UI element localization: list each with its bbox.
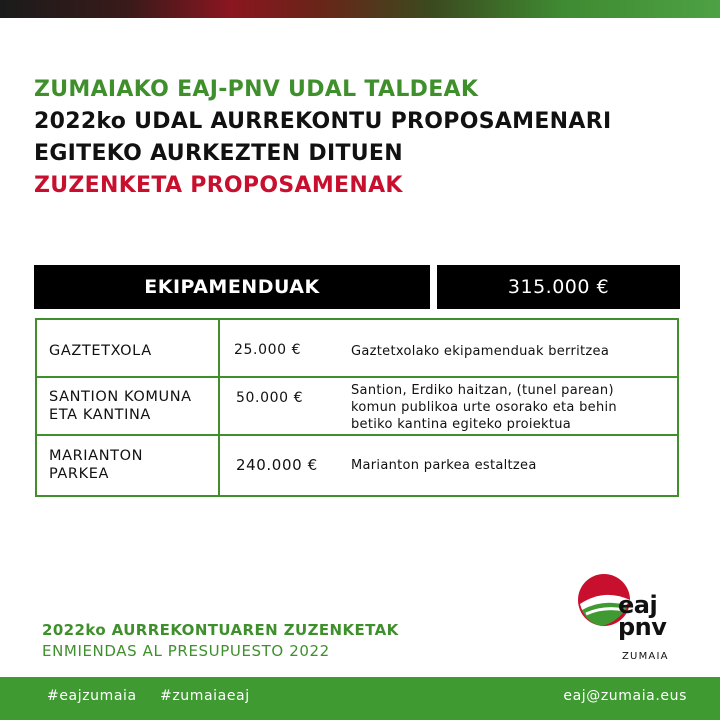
row-amount: 25.000 €	[234, 342, 302, 358]
row-description-line: Santion, Erdiko haitzan, (tunel parean)	[351, 383, 614, 398]
row-item-name-line: PARKEA	[49, 466, 109, 482]
logo-town: ZUMAIA	[622, 651, 669, 662]
row-item-name-line: MARIANTON	[49, 448, 144, 464]
hashtag-zumaiaeaj: #zumaiaeaj	[160, 688, 250, 704]
row-description-line: Marianton parkea estaltzea	[351, 458, 537, 473]
row-amount: 50.000 €	[236, 390, 304, 406]
row-description	[351, 382, 671, 433]
table-row	[37, 320, 677, 374]
hashtag-eajzumaia: #eajzumaia	[47, 688, 137, 704]
row-item-name-line: SANTION KOMUNA	[49, 389, 192, 405]
table-row	[37, 376, 677, 434]
eaj-pnv-logo	[574, 570, 694, 670]
table-row	[37, 434, 677, 495]
headline-line-1: ZUMAIAKO EAJ-PNV UDAL TALDEAK	[34, 77, 479, 102]
row-item-name	[49, 342, 152, 360]
footer-title: 2022ko AURREKONTUAREN ZUZENKETAK	[42, 621, 399, 639]
row-description	[351, 457, 671, 474]
footer-caption	[42, 620, 399, 662]
top-gradient-bar	[0, 0, 720, 18]
logo-wordmark-line: eaj	[618, 591, 658, 619]
row-item-name-line: ETA KANTINA	[49, 407, 151, 423]
logo-wordmark	[618, 591, 667, 641]
category-total: 315.000 €	[437, 265, 680, 309]
row-item-name-line: GAZTETXOLA	[49, 343, 152, 359]
row-item-name	[49, 388, 192, 424]
row-amount: 240.000 €	[236, 456, 318, 474]
amendments-table	[35, 318, 679, 497]
category-header: EKIPAMENDUAK	[34, 265, 430, 309]
row-description-line: komun publikoa urte osorako eta behin	[351, 400, 617, 415]
row-description-line: Gaztetxolako ekipamenduak berritzea	[351, 344, 610, 359]
headline-line-4: ZUZENKETA PROPOSAMENAK	[34, 173, 403, 198]
contact-email: eaj@zumaia.eus	[563, 688, 687, 704]
row-description-line: betiko kantina egiteko proiektua	[351, 417, 572, 432]
headline-line-2: 2022ko UDAL AURREKONTU PROPOSAMENARI	[34, 109, 612, 134]
row-item-name	[49, 447, 143, 483]
logo-wordmark-line: pnv	[618, 613, 667, 641]
headline	[34, 74, 694, 202]
row-description	[351, 343, 671, 360]
bottom-bar	[0, 677, 720, 720]
footer-subtitle: ENMIENDAS AL PRESUPUESTO 2022	[42, 642, 330, 660]
headline-line-3: EGITEKO AURKEZTEN DITUEN	[34, 141, 403, 166]
